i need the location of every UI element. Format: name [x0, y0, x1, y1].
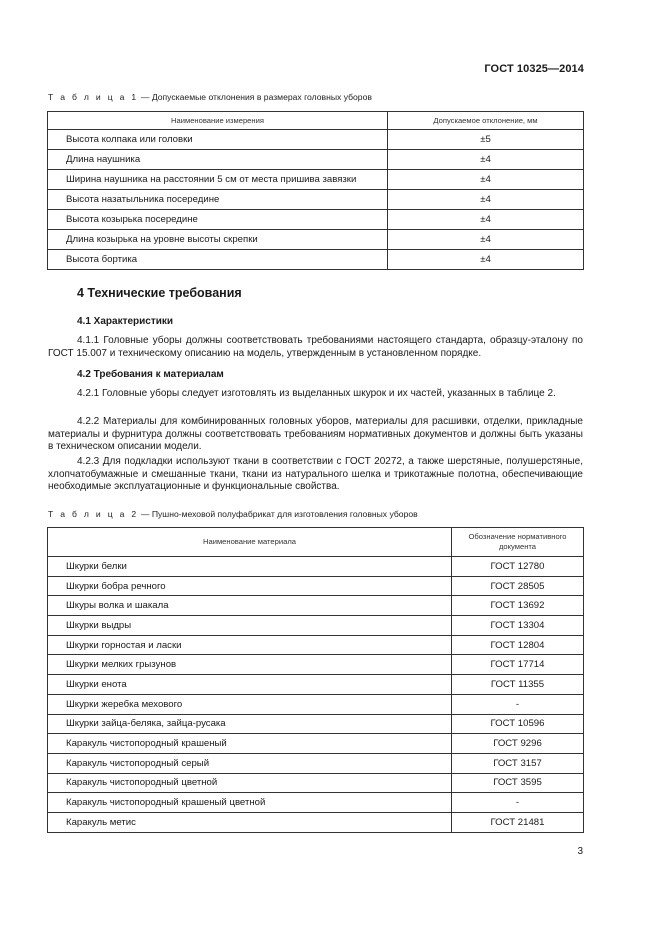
- table-cell-value: ±4: [388, 190, 584, 210]
- table-row: [48, 616, 584, 636]
- table-row: [48, 714, 584, 734]
- table-cell-name: Шкурки белки: [48, 557, 452, 577]
- table2-caption-text: — Пушно-меховой полуфабрикат для изготовления головных уборов: [138, 509, 418, 519]
- table-cell-value: -: [452, 694, 584, 714]
- table-cell-value: -: [452, 793, 584, 813]
- table-cell-value: ГОСТ 3595: [452, 773, 584, 793]
- table-cell-name: Каракуль чистопородный крашеный цветной: [48, 793, 452, 813]
- table-row: [48, 250, 584, 270]
- table-row: [48, 753, 584, 773]
- table-cell-name: Высота назатыльника посередине: [48, 190, 388, 210]
- page-number: 3: [577, 846, 583, 857]
- table-cell-value: ±5: [388, 130, 584, 150]
- table-cell-value: ±4: [388, 210, 584, 230]
- table-cell-value: ГОСТ 12804: [452, 635, 584, 655]
- table-cell-value: ГОСТ 12780: [452, 557, 584, 577]
- table-cell-name: Длина наушника: [48, 150, 388, 170]
- table-row: [48, 150, 584, 170]
- table-cell-value: ГОСТ 11355: [452, 675, 584, 695]
- table-cell-value: ГОСТ 3157: [452, 753, 584, 773]
- table-cell-value: ГОСТ 10596: [452, 714, 584, 734]
- table-cell-name: Длина козырька на уровне высоты скрепки: [48, 230, 388, 250]
- table1-header-row: [48, 112, 584, 130]
- table-row: [48, 596, 584, 616]
- table-cell-name: Высота колпака или головки: [48, 130, 388, 150]
- table-row: [48, 230, 584, 250]
- table-cell-value: ГОСТ 9296: [452, 734, 584, 754]
- table-cell-name: Шкурки бобра речного: [48, 576, 452, 596]
- table-cell-value: ГОСТ 17714: [452, 655, 584, 675]
- table-cell-value: ±4: [388, 170, 584, 190]
- table-cell-value: ±4: [388, 250, 584, 270]
- subsection-4-2-title: 4.2 Требования к материалам: [77, 369, 224, 380]
- table2-col-header-document: Обозначение нормативного документа: [452, 528, 584, 557]
- paragraph-4-2-1: 4.2.1 Головные уборы следует изготовлять из выделанных шкурок и их частей, указанных в таблице 2.: [77, 388, 556, 399]
- table-row: [48, 190, 584, 210]
- table-cell-value: ГОСТ 28505: [452, 576, 584, 596]
- table-row: [48, 576, 584, 596]
- table-row: [48, 694, 584, 714]
- table1: [47, 111, 584, 270]
- table-row: [48, 773, 584, 793]
- paragraph-4-1-1: 4.1.1 Головные уборы должны соответствовать требованиями настоящего стандарта, образцу-эталону по ГОСТ 15.007 и техническому описанию на модель, утвержденным в установленном порядке.: [48, 335, 583, 359]
- table-cell-name: Высота козырька посередине: [48, 210, 388, 230]
- table2-col-header-name: Наименование материала: [48, 528, 452, 557]
- subsection-4-1-title: 4.1 Характеристики: [77, 316, 174, 327]
- table2-caption: [48, 509, 418, 519]
- table1-caption: [48, 92, 372, 102]
- table-row: [48, 130, 584, 150]
- table-row: [48, 793, 584, 813]
- table-cell-value: ГОСТ 21481: [452, 812, 584, 832]
- table-cell-name: Шкурки горностая и ласки: [48, 635, 452, 655]
- table2-header-row: [48, 528, 584, 557]
- table-cell-value: ±4: [388, 150, 584, 170]
- table-row: [48, 812, 584, 832]
- table-cell-name: Шкурки жеребка мехового: [48, 694, 452, 714]
- table-cell-name: Каракуль чистопородный цветной: [48, 773, 452, 793]
- table1-caption-label: Т а б л и ц а 1: [48, 92, 139, 102]
- table-cell-name: Каракуль чистопородный крашеный: [48, 734, 452, 754]
- table-row: [48, 557, 584, 577]
- table-cell-name: Каракуль чистопородный серый: [48, 753, 452, 773]
- table-cell-name: Шкурки енота: [48, 675, 452, 695]
- table-cell-value: ГОСТ 13692: [452, 596, 584, 616]
- table-cell-value: ГОСТ 13304: [452, 616, 584, 636]
- document-code: ГОСТ 10325—2014: [484, 63, 584, 75]
- table-row: [48, 210, 584, 230]
- table-cell-name: Каракуль метис: [48, 812, 452, 832]
- table-cell-name: Шкурки выдры: [48, 616, 452, 636]
- table2: [47, 527, 584, 833]
- table-cell-name: Шкуры волка и шакала: [48, 596, 452, 616]
- table1-col-header-name: Наименование измерения: [48, 112, 388, 130]
- table1-col-header-value: Допускаемое отклонение, мм: [388, 112, 584, 130]
- table-row: [48, 170, 584, 190]
- table-row: [48, 734, 584, 754]
- table-row: [48, 675, 584, 695]
- table2-caption-label: Т а б л и ц а 2: [48, 509, 139, 519]
- table-cell-value: ±4: [388, 230, 584, 250]
- table1-caption-text: — Допускаемые отклонения в размерах головных уборов: [138, 92, 372, 102]
- section-4-title: 4 Технические требования: [77, 286, 242, 300]
- table-row: [48, 635, 584, 655]
- table-cell-name: Шкурки зайца-беляка, зайца-русака: [48, 714, 452, 734]
- table-cell-name: Высота бортика: [48, 250, 388, 270]
- table-cell-name: Ширина наушника на расстоянии 5 см от места пришива завязки: [48, 170, 388, 190]
- paragraph-4-2-3: 4.2.3 Для подкладки используют ткани в соответствии с ГОСТ 20272, а также шерстяные, полушерстяные, хлопчатобумажные и смешанные ткани, ткани из натурального шелка и трикотажные полотна, обеспечивающие необходимые эксплуатационные и функциональные свойства.: [48, 456, 583, 493]
- paragraph-4-2-2: 4.2.2 Материалы для комбинированных головных уборов, материалы для расшивки, отделки, прикладные материалы и фурнитура должны соответствовать требованиям нормативных документов и должны быть указаны в техническом описании модели.: [48, 416, 583, 453]
- table-row: [48, 655, 584, 675]
- table-cell-name: Шкурки мелких грызунов: [48, 655, 452, 675]
